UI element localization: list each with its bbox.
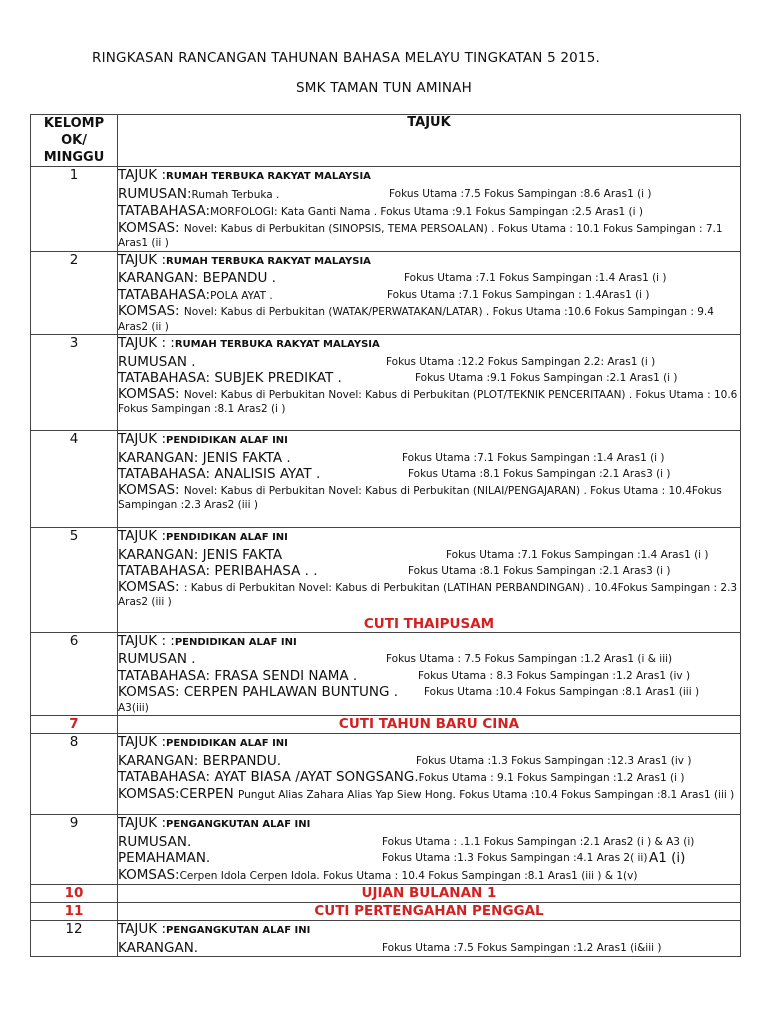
week-content: TAJUK : PENDIDIKAN ALAF INI KARANGAN: JENIS FAKTA . Fokus Utama :7.1 Fokus Sampingan :1.4 Aras1 (i ) TATABAHASA: ANALISIS AYAT . Fokus Utama :8.1 Fokus Sampingan :2.1 Aras3 (i ) KOMSAS: Novel: Kabus di Perbukitan Novel: Kabus di Perbukitan (NILAI/PENGAJARAN) . Fokus Utama : 10.4Fokus Sampingan :2.3 Aras2 (iii ) [118, 431, 741, 528]
week-number: 5 [31, 528, 118, 633]
week-number: 7 [31, 716, 118, 734]
plan-table [30, 114, 741, 957]
document-title: RINGKASAN RANCANGAN TAHUNAN BAHASA MELAYU TINGKATAN 5 2015. [92, 50, 601, 66]
week-content: TAJUK : PENDIDIKAN ALAF INI KARANGAN: BERPANDU. Fokus Utama :1.3 Fokus Sampingan :12.3 Aras1 (iv ) TATABAHASA: AYAT BIASA /AYAT SONGSANG. Fokus Utama : 9.1 Fokus Sampingan :1.2 Aras1 (i ) KOMSAS:CERPEN Pungut Alias Zahara Alias Yap Siew Hong. Fokus Utama :10.4 Fokus Sampingan :8.1 Aras1 (iii ) [118, 734, 741, 815]
week-content: TAJUK : PENDIDIKAN ALAF INI KARANGAN: JENIS FAKTA Fokus Utama :7.1 Fokus Sampingan :1.4 Aras1 (i ) TATABAHASA: PERIBAHASA . . Fokus Utama :8.1 Fokus Sampingan :2.1 Aras3 (i ) KOMSAS: : Kabus di Perbukitan Novel: Kabus di Perbukitan (LATIHAN PERBANDINGAN) . 10.4Fokus Sampingan : 2.3 Aras2 (iii ) CUTI THAIPUSAM [118, 528, 741, 633]
week-number: 2 [31, 251, 118, 335]
week-number: 11 [31, 903, 118, 921]
week-number: 12 [31, 921, 118, 957]
week-number: 3 [31, 335, 118, 431]
header-row [31, 115, 741, 167]
week-content: TAJUK : PENGANGKUTAN ALAF INI RUMUSAN. Fokus Utama : .1.1 Fokus Sampingan :2.1 Aras2 (i ) & A3 (i) PEMAHAMAN. Fokus Utama :1.3 Fokus Sampingan :4.1 Aras 2( ii) A1 (i) KOMSAS: Cerpen Idola Cerpen Idola. Fokus Utama : 10.4 Fokus Sampingan :8.1 Aras1 (iii ) & 1(v) [118, 815, 741, 885]
week-number: 1 [31, 167, 118, 252]
table-row [31, 431, 741, 528]
holiday-row [31, 903, 741, 921]
holiday-label: UJIAN BULANAN 1 [118, 885, 741, 903]
week-number: 6 [31, 632, 118, 716]
holiday-row [31, 716, 741, 734]
week-content: TAJUK : : RUMAH TERBUKA RAKYAT MALAYSIA RUMUSAN . Fokus Utama :12.2 Fokus Sampingan 2.2: Aras1 (i ) TATABAHASA: SUBJEK PREDIKAT . Fokus Utama :9.1 Fokus Sampingan :2.1 Aras1 (i ) KOMSAS: Novel: Kabus di Perbukitan Novel: Kabus di Perbukitan (PLOT/TEKNIK PENCERITAAN) . Fokus Utama : 10.6 Fokus Sampingan :8.1 Aras2 (i ) [118, 335, 741, 431]
table-row [31, 632, 741, 716]
holiday-label: CUTI TAHUN BARU CINA [118, 716, 741, 734]
school-name: SMK TAMAN TUN AMINAH [296, 80, 472, 96]
holiday-label: CUTI PERTENGAHAN PENGGAL [118, 903, 741, 921]
week-content: TAJUK : : PENDIDIKAN ALAF INI RUMUSAN . Fokus Utama : 7.5 Fokus Sampingan :1.2 Aras1 (i & iii) TATABAHASA: FRASA SENDI NAMA . Fokus Utama : 8.3 Fokus Sampingan :1.2 Aras1 (iv ) KOMSAS: CERPEN PAHLAWAN BUNTUNG . Fokus Utama :10.4 Fokus Sampingan :8.1 Aras1 (iii ) A3(iii) [118, 632, 741, 716]
table-row [31, 335, 741, 431]
header-topic: TAJUK [118, 115, 741, 167]
header-week: KELOMP OK/ MINGGU [31, 115, 118, 167]
table-row [31, 815, 741, 885]
table-row [31, 167, 741, 252]
table-row [31, 251, 741, 335]
week-number: 10 [31, 885, 118, 903]
week-content: TAJUK : RUMAH TERBUKA RAKYAT MALAYSIA KARANGAN: BEPANDU . Fokus Utama :7.1 Fokus Sampingan :1.4 Aras1 (i ) TATABAHASA: POLA AYAT . Fokus Utama :7.1 Fokus Sampingan : 1.4Aras1 (i ) KOMSAS: Novel: Kabus di Perbukitan (WATAK/PERWATAKAN/LATAR) . Fokus Utama :10.6 Fokus Sampingan : 9.4 Aras2 (ii ) [118, 251, 741, 335]
table-row [31, 921, 741, 957]
week-content: TAJUK : PENGANGKUTAN ALAF INI KARANGAN. Fokus Utama :7.5 Fokus Sampingan :1.2 Aras1 (i&iii ) [118, 921, 741, 957]
week-number: 9 [31, 815, 118, 885]
week-number: 8 [31, 734, 118, 815]
holiday-row [31, 885, 741, 903]
table-row [31, 734, 741, 815]
table-row [31, 528, 741, 633]
week-content: TAJUK : RUMAH TERBUKA RAKYAT MALAYSIA RUMUSAN: Rumah Terbuka . Fokus Utama :7.5 Fokus Sampingan :8.6 Aras1 (i ) TATABAHASA: MORFOLOGI: Kata Ganti Nama . Fokus Utama :9.1 Fokus Sampingan :2.5 Aras1 (i ) KOMSAS: Novel: Kabus di Perbukitan (SINOPSIS, TEMA PERSOALAN) . Fokus Utama : 10.1 Fokus Sampingan : 7.1 Aras1 (ii ) [118, 167, 741, 252]
week-number: 4 [31, 431, 118, 528]
holiday-label: CUTI THAIPUSAM [363, 615, 495, 632]
